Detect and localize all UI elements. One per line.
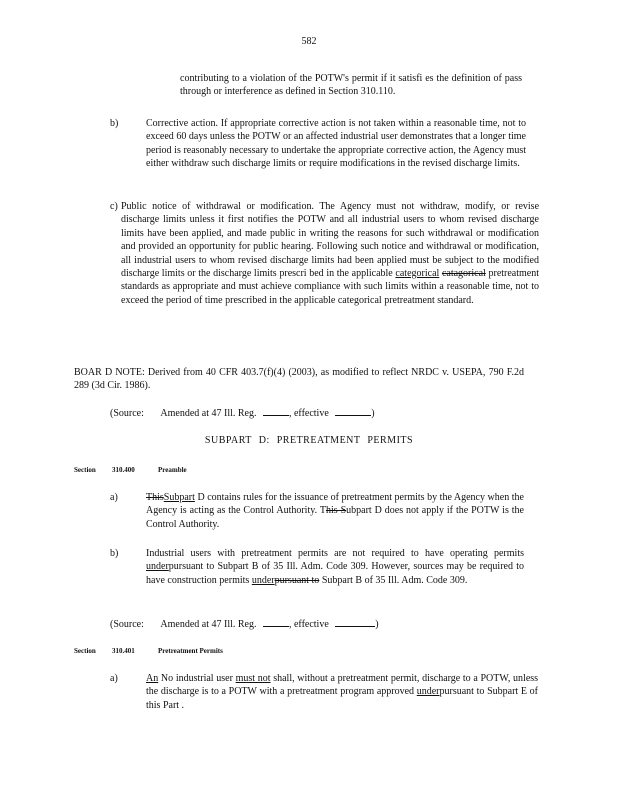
source-2-reg-blank xyxy=(263,617,289,627)
section-401-number: 310.401 xyxy=(112,647,135,655)
s400-b-text-3: Subpart B of 35 Ill. Adm. Code 309. xyxy=(321,574,468,586)
source-1-suffix: ) xyxy=(371,408,375,419)
s400-a-text-2: ubpart D does not apply if the POTW is the Control Authority. xyxy=(146,505,525,530)
section-401-word: Section xyxy=(74,647,96,655)
source-1-reg-blank xyxy=(263,406,289,416)
section-400-number: 310.400 xyxy=(112,466,135,474)
s400-a-label: a) xyxy=(110,492,118,503)
s400-b-text xyxy=(146,547,524,587)
s400-b-label: b) xyxy=(110,548,119,559)
s401-a-text-2: shall xyxy=(273,673,293,684)
item-c-paragraph xyxy=(121,200,539,307)
s400-a-text-1: D contains rules for the issuance of pretreatment permits by the Agency when the Agency is acting as the Control Authority. T xyxy=(146,492,524,517)
item-c-text-after: pretreatment standards as appropriate and must achieve compliance with such limits within a reasonable time, not to exceed the period of time prescribed in the applicable categorical pretreatment standard. xyxy=(121,268,540,306)
s401-a-label: a) xyxy=(110,673,118,684)
s401-a-text-3: , without a pretreatment permit, discharge to a POTW, unless the discharge is to a POTW with a pretreatment program approved xyxy=(146,673,539,698)
board-note: BOAR D NOTE: Derived from 40 CFR 403.7(f)(4) (2003), as modified to reflect NRDC v. USEPA, 790 F.2d 289 (3d Cir. 1986). xyxy=(74,367,524,392)
item-b-text: Corrective action. If appropriate corrective action is not taken within a reasonable time, not to exceed 60 days unless the POTW or an affected industrial user demonstrates that a longer time period is reasonably necessary to undertake the appropriate corrective action, the Agency must either withdraw such discharge limits or require modifications in the revised discharge limits. xyxy=(146,118,526,170)
source-2-suffix: ) xyxy=(375,619,379,630)
s400-a-ins-1: Subpart xyxy=(163,492,195,503)
source-1-amended: Amended at 47 Ill. Reg. xyxy=(160,408,257,419)
s401-a-text xyxy=(146,672,538,712)
source-2-effective: , effective xyxy=(288,619,329,630)
s400-a-text xyxy=(146,491,524,531)
s400-b-text-1: Industrial users with pretreatment permits are not required to have operating permits xyxy=(146,548,524,559)
s400-b-del-2: pursuant to xyxy=(274,574,320,586)
continuation-paragraph: contributing to a violation of the POTW's permit if it satisfi es the definition of pass through or interference as defined in Section 310.110. xyxy=(180,73,522,98)
section-400-title: Preamble xyxy=(158,466,187,474)
source-1-date-blank xyxy=(335,406,371,416)
s401-a-ins-2: must not xyxy=(235,673,271,684)
s401-a-text-1: No industrial user xyxy=(160,673,233,684)
section-400-word: Section xyxy=(74,466,96,474)
item-c-inserted: categorical xyxy=(395,268,440,280)
section-401-title: Pretreatment Permits xyxy=(158,647,223,655)
source-1-effective: , effective xyxy=(288,408,329,419)
s401-a-ins-1: An xyxy=(146,673,159,684)
source-1-prefix: (Source: xyxy=(110,408,144,419)
source-2-prefix: (Source: xyxy=(110,619,144,630)
source-2-amended: Amended at 47 Ill. Reg. xyxy=(160,619,257,630)
s400-b-ins-2: under xyxy=(251,574,275,586)
s400-b-text-2: pursuant to Subpart B of 35 Ill. Adm. Code 309. However, sources may be required to have construction permits xyxy=(146,561,524,586)
item-c-text-before: The Agency must not withdraw, modify, or revise discharge limits unless it first notifies the POTW and all industrial users to whom revised discharge limits have been applied, and made public in writing the reasons for such withdrawal or modification and provided an opportunity for public hearing. Following such notice and withdrawal or modification, all industrial users to whom revised discharge limits had been applied must be subject to the modified discharge limits or the discharge limits prescri bed in the applicable xyxy=(121,201,540,280)
item-c-deleted: catagorical xyxy=(441,268,486,280)
source-2-date-blank xyxy=(335,617,375,627)
s400-a-del-1: This xyxy=(146,492,164,503)
source-note-2 xyxy=(110,617,530,631)
source-note-1 xyxy=(110,406,530,420)
s400-b-ins-1: under xyxy=(146,561,169,573)
item-b-label: b) xyxy=(110,118,119,129)
s401-a-text-4: pursuant to Subpart E of this Part . xyxy=(146,686,539,711)
s401-a-ins-3: under xyxy=(416,686,440,698)
item-c-title: Public notice of withdrawal or modification. xyxy=(121,201,314,212)
s400-a-del-2: his S xyxy=(325,505,347,517)
subpart-heading: SUBPART D: PRETREATMENT PERMITS xyxy=(204,435,414,446)
page-number: 582 xyxy=(301,36,317,47)
item-c-label: c) xyxy=(110,201,118,212)
